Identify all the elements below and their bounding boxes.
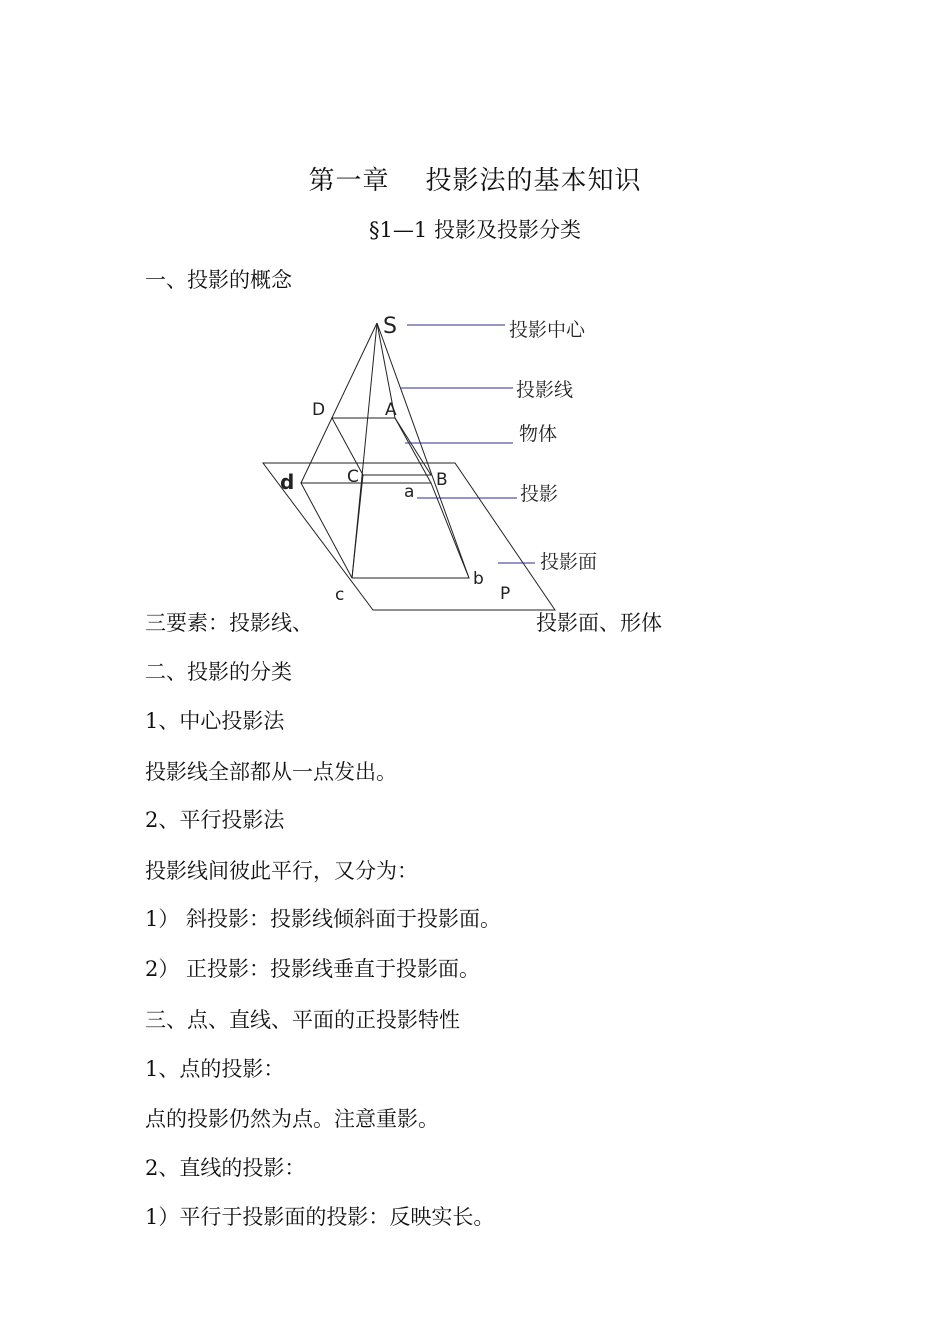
label-d-lower: d [280,470,295,494]
label-b-lower: b [473,569,484,589]
sub-orthographic-projection: 2） 正投影：投影线垂直于投影面。 [145,957,481,981]
callout-projection-line: 投影线 [516,379,574,401]
label-a-lower: a [404,482,415,502]
section-title: §1—1 投影及投影分类 [369,218,581,242]
label-c-upper: C [347,467,359,487]
ray-sb [377,323,469,578]
label-c-lower: c [335,585,345,605]
chapter-name: 投影法的基本知识 [425,166,642,196]
label-p: P [500,584,511,604]
item-parallel-projection: 2、平行投影法 [145,808,285,832]
item-central-projection: 1、中心投影法 [145,709,285,733]
callout-projection-plane: 投影面 [540,551,598,573]
label-d-upper: D [312,400,326,420]
central-projection-desc: 投影线全部都从一点发出。 [145,760,397,784]
label-b-upper: B [436,470,448,490]
callout-projection: 投影 [520,483,559,505]
chapter-number: 第一章 [308,166,390,196]
point-projection-desc: 点的投影仍然为点。注意重影。 [145,1107,439,1131]
three-elements-part2: 投影面、形体 [536,611,662,635]
callout-projection-center: 投影中心 [509,319,586,341]
parallel-projection-desc: 投影线间彼此平行，又分为： [145,859,418,883]
heading-projection-classification: 二、投影的分类 [145,660,292,684]
projection-diagram [255,305,615,615]
callout-object: 物体 [519,423,558,445]
label-a-upper: A [385,400,397,420]
item-line-projection: 2、直线的投影： [145,1156,306,1180]
heading-projection-concept: 一、投影的概念 [145,268,292,292]
chapter-title [0,160,950,197]
projection-shape [301,483,469,578]
line-projection-desc: 1）平行于投影面的投影：反映实长。 [145,1205,495,1229]
label-s: S [383,314,397,339]
heading-orthographic-properties: 三、点、直线、平面的正投影特性 [145,1008,460,1032]
sub-oblique-projection: 1） 斜投影：投影线倾斜面于投影面。 [145,907,502,931]
three-elements-part1: 三要素：投影线、 [145,611,313,635]
item-point-projection: 1、点的投影： [145,1057,285,1081]
